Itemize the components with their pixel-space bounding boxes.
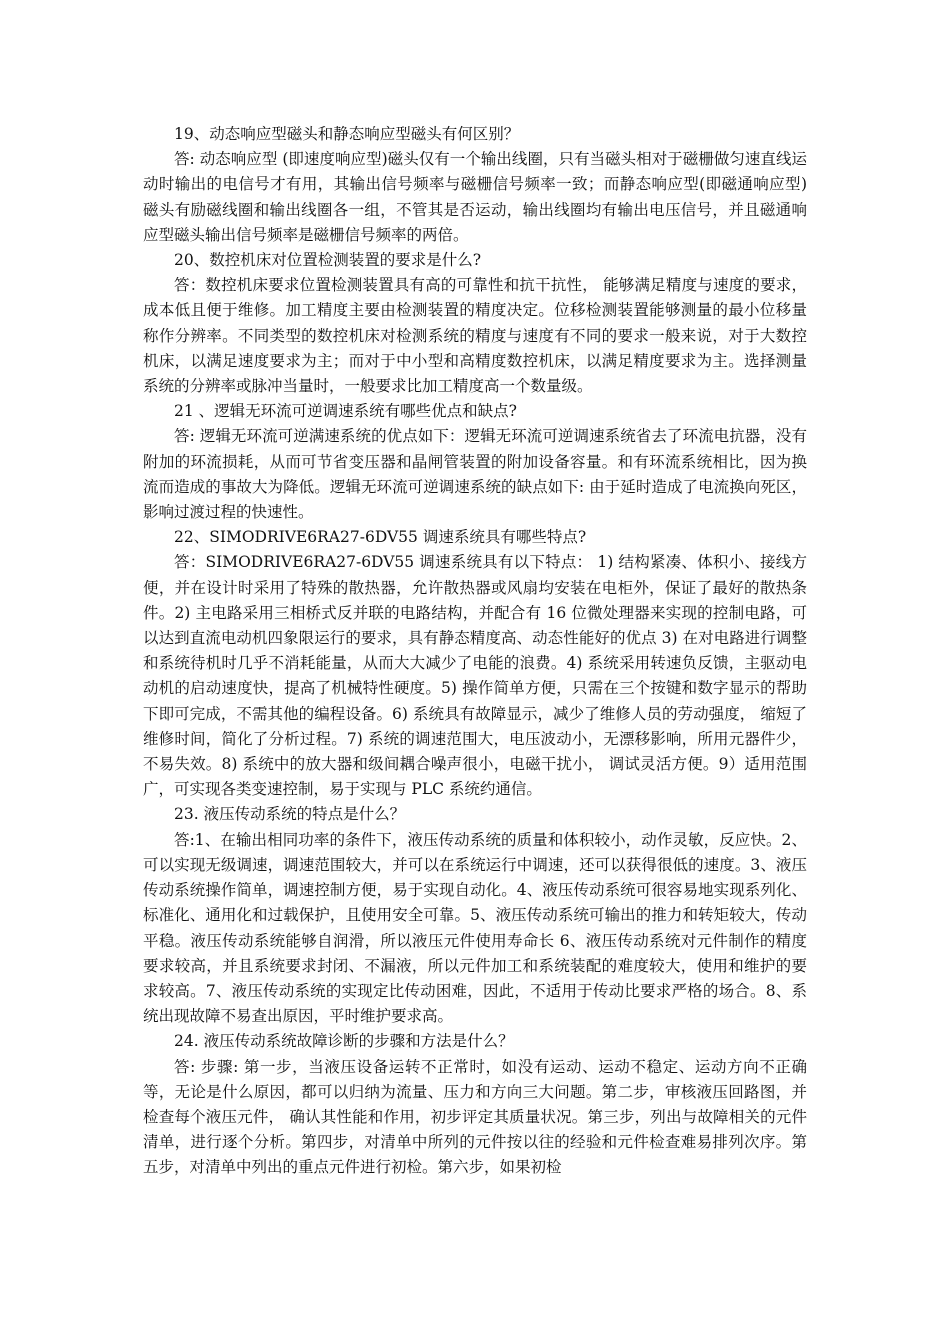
document-body: [143, 122, 807, 1181]
question-21: 21 、逻辑无环流可逆调速系统有哪些优点和缺点?: [174, 402, 517, 421]
question-24: 24. 液压传动系统故障诊断的步骤和方法是什么？: [174, 1032, 514, 1051]
answer-24: 答: 步骤: 第一步，当液压设备运转不正常时，如没有运动、运动不稳定、运动方向不正确等，无论是什么原因，都可以归纳为流量、压力和方向三大问题。第二步，审核液压回路图，并检查每个液压元件， 确认其性能和作用，初步评定其质量状况。第三步，列出与故障相关的元件清单，进行逐个分析。第四步，对清单中所列的元件按以往的经验和元件检查难易排列次序。第五步，对清单中列出的重点元件进行初检。第六步，如果初检: [143, 1057, 807, 1177]
question-22: 22、SIMODRIVE6RA27-6DV55 调速系统具有哪些特点?: [174, 528, 587, 547]
answer-19: 答: 动态响应型 (即速度响应型)磁头仅有一个输出线圈，只有当磁头相对于磁栅做匀速直线运动时输出的电信号才有用，其输出信号频率与磁栅信号频率一致；而静态响应型(即磁通响应型) 磁头有励磁线圈和输出线圈各一组，不管其是否运动，输出线圈均有输出电压信号，并且磁通响应型磁头输出信号频率是磁栅信号频率的两倍。: [143, 150, 807, 244]
question-23: 23. 液压传动系统的特点是什么？: [174, 805, 406, 824]
answer-20: 答：数控机床要求位置检测装置具有高的可靠性和抗干抗性， 能够满足精度与速度的要求，成本低且便于维修。加工精度主要由检测装置的精度决定。位移检测装置能够测量的最小位移量称作分辨率。不同类型的数控机床对检测系统的精度与速度有不同的要求一般来说，对于大数控机床，以满足速度要求为主；而对于中小型和高精度数控机床，以满足精度要求为主。选择测量系统的分辨率或脉冲当量时，一般要求比加工精度高一个数量级。: [143, 276, 807, 396]
question-20: 20、数控机床对位置检测装置的要求是什么?: [174, 251, 482, 270]
answer-22: 答：SIMODRIVE6RA27-6DV55 调速系统具有以下特点： 1) 结构紧凑、体积小、接线方便，并在设计时采用了特殊的散热器，允许散热器或风扇均安装在电柜外，保证了最好的散热条件。2) 主电路采用三相桥式反并联的电路结构，并配合有 16 位微处理器来实现的控制电路，可以达到直流电动机四象限运行的要求，具有静态精度高、动态性能好的优点 3) 在对电路进行调整和系统待机时几乎不消耗能量，从而大大减少了电能的浪费。4) 系统采用转速负反馈，主驱动电动机的启动速度快，提高了机械特性硬度。5) 操作简单方便，只需在三个按键和数字显示的帮助下即可完成，不需其他的编程设备。6) 系统具有故障显示，减少了维修人员的劳动强度， 缩短了维修时间，简化了分析过程。7) 系统的调速范围大，电压波动小，无漂移影响，所用元器件少，不易失效。8) 系统中的放大器和级间耦合噪声很小，电磁干扰小， 调试灵活方便。9）适用范围广，可实现各类变速控制，易于实现与 PLC 系统约通信。: [143, 553, 807, 799]
question-19: 19、动态响应型磁头和静态响应型磁头有何区别？: [174, 125, 520, 143]
answer-21: 答: 逻辑无环流可逆满速系统的优点如下：逻辑无环流可逆调速系统省去了环流电抗器，没有附加的环流损耗，从而可节省变压器和晶闸管装置的附加设备容量。和有环流系统相比，因为换流而造成的事故大为降低。逻辑无环流可逆调速系统的缺点如下: 由于延时造成了电流换向死区，影响过渡过程的快速性。: [143, 427, 807, 522]
answer-23: 答:1、在输出相同功率的条件下，液压传动系统的质量和体积较小，动作灵敏，反应快。2、可以实现无级调速，调速范围较大，并可以在系统运行中调速，还可以获得很低的速度。3、液压传动系统操作简单，调速控制方便，易于实现自动化。4、液压传动系统可很容易地实现系列化、标准化、通用化和过载保护，且使用安全可靠。5、液压传动系统可输出的推力和转矩较大，传动平稳。液压传动系统能够自润滑，所以液压元件使用寿命长 6、液压传动系统对元件制作的精度要求较高，并且系统要求封闭、不漏液，所以元件加工和系统装配的难度较大，使用和维护的要求较高。7、液压传动系统的实现定比传动困难，因此，不适用于传动比要求严格的场合。8、系统出现故障不易查出原因，平时维护要求高。: [143, 830, 807, 1026]
